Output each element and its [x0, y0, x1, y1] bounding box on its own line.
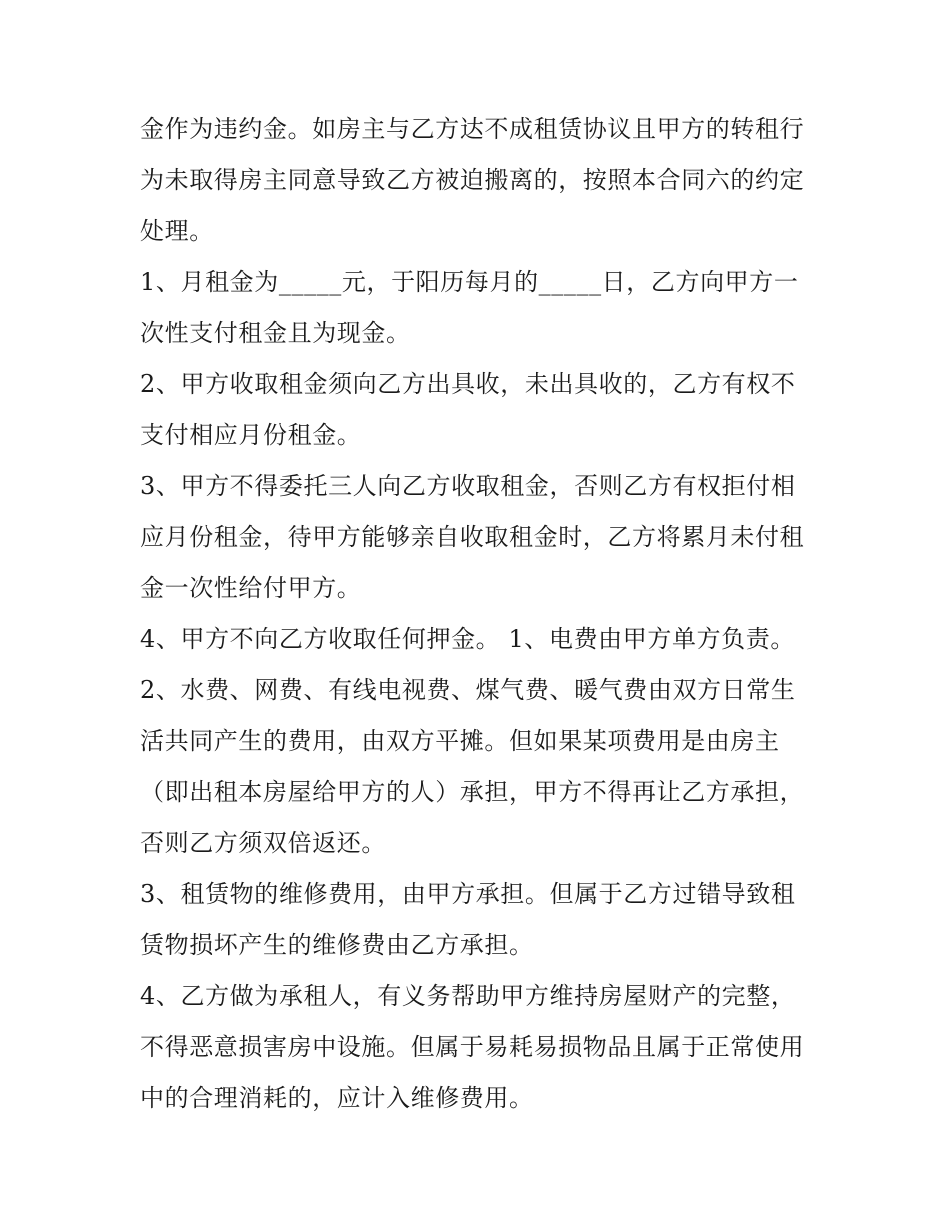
text-line-12: 2、水费、网费、有线电视费、煤气费、暖气费由双方日常生: [140, 676, 796, 704]
text-line-15: 否则乙方须双倍返还。: [140, 829, 386, 857]
text-line-5: 次性支付租金且为现金。: [140, 319, 411, 347]
text-line-3: 处理。: [140, 217, 214, 245]
text-line-2: 为未取得房主同意导致乙方被迫搬离的，按照本合同六的约定: [140, 166, 805, 194]
text-line-14: （即出租本房屋给甲方的人）承担，甲方不得再让乙方承担，: [140, 778, 805, 806]
text-line-9: 应月份租金，待甲方能够亲自收取租金时，乙方将累月未付租: [140, 523, 805, 551]
text-line-13: 活共同产生的费用，由双方平摊。但如果某项费用是由房主: [140, 727, 780, 755]
text-line-11: 4、甲方不向乙方收取任何押金。 1、电费由甲方单方负责。: [140, 625, 795, 653]
text-line-8: 3、甲方不得委托三人向乙方收取租金，否则乙方有权拒付相: [140, 472, 796, 500]
text-line-1: 金作为违约金。如房主与乙方达不成租赁协议且甲方的转租行: [140, 115, 805, 143]
text-line-7: 支付相应月份租金。: [140, 421, 362, 449]
text-line-6: 2、甲方收取租金须向乙方出具收，未出具收的，乙方有权不: [140, 370, 796, 398]
text-line-20: 中的合理消耗的，应计入维修费用。: [140, 1084, 534, 1112]
text-line-17: 赁物损坏产生的维修费由乙方承担。: [140, 931, 534, 959]
text-line-19: 不得恶意损害房中设施。但属于易耗易损物品且属于正常使用: [140, 1033, 805, 1061]
text-line-18: 4、乙方做为承租人，有义务帮助甲方维持房屋财产的完整，: [140, 982, 796, 1010]
text-line-16: 3、租赁物的维修费用，由甲方承担。但属于乙方过错导致租: [140, 880, 796, 908]
document-body: [140, 104, 815, 1124]
text-line-10: 金一次性给付甲方。: [140, 574, 362, 602]
text-line-4: 1、月租金为_____元，于阳历每月的_____日，乙方向甲方一: [140, 268, 799, 296]
